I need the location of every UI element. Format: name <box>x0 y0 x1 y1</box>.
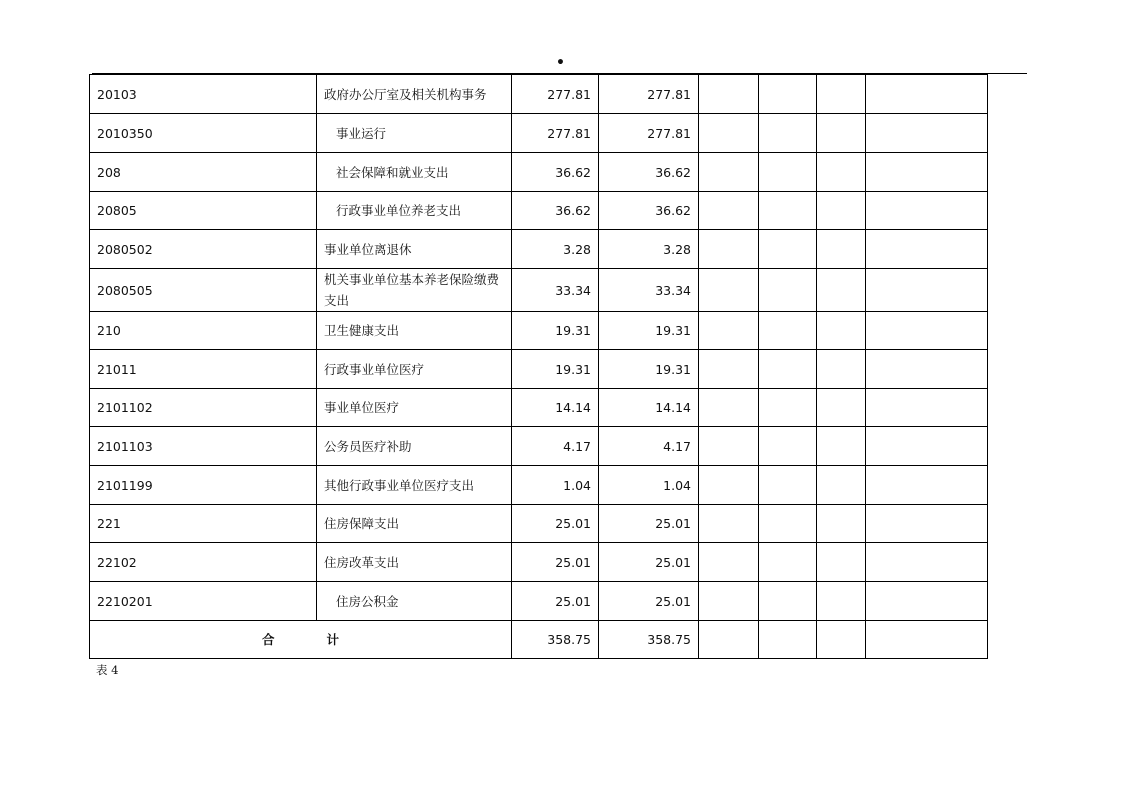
empty-cell <box>759 230 817 269</box>
empty-cell <box>699 312 759 350</box>
empty-cell <box>817 621 866 659</box>
empty-cell <box>817 582 866 621</box>
empty-cell <box>699 582 759 621</box>
name-cell: 事业运行 <box>317 114 512 153</box>
empty-cell <box>759 389 817 427</box>
amount-cell: 1.04 <box>512 466 599 505</box>
empty-cell <box>866 543 988 582</box>
empty-cell <box>866 75 988 114</box>
code-cell: 2101102 <box>90 389 317 427</box>
empty-cell <box>699 621 759 659</box>
empty-cell <box>699 114 759 153</box>
empty-cell <box>759 312 817 350</box>
empty-cell <box>866 230 988 269</box>
amount-cell: 25.01 <box>512 543 599 582</box>
name-cell: 事业单位离退休 <box>317 230 512 269</box>
empty-cell <box>817 350 866 389</box>
empty-cell <box>759 350 817 389</box>
code-cell: 2210201 <box>90 582 317 621</box>
name-cell: 卫生健康支出 <box>317 312 512 350</box>
empty-cell <box>699 466 759 505</box>
amount-cell: 19.31 <box>512 312 599 350</box>
name-cell: 机关事业单位基本养老保险缴费支出 <box>317 269 512 312</box>
empty-cell <box>699 505 759 543</box>
code-cell: 2101199 <box>90 466 317 505</box>
empty-cell <box>759 114 817 153</box>
amount-cell: 19.31 <box>599 350 699 389</box>
empty-cell <box>866 312 988 350</box>
amount-cell: 3.28 <box>599 230 699 269</box>
budget-table <box>89 74 988 659</box>
code-cell: 2101103 <box>90 427 317 466</box>
table-row <box>90 466 988 505</box>
empty-cell <box>817 230 866 269</box>
code-cell: 221 <box>90 505 317 543</box>
empty-cell <box>759 505 817 543</box>
table-row <box>90 350 988 389</box>
empty-cell <box>866 582 988 621</box>
total-label-cell <box>90 621 512 659</box>
total-amount-cell: 358.75 <box>599 621 699 659</box>
empty-cell <box>817 153 866 192</box>
amount-cell: 14.14 <box>512 389 599 427</box>
name-cell: 行政事业单位医疗 <box>317 350 512 389</box>
amount-cell: 1.04 <box>599 466 699 505</box>
amount-cell: 25.01 <box>599 543 699 582</box>
code-cell: 208 <box>90 153 317 192</box>
empty-cell <box>699 543 759 582</box>
empty-cell <box>817 269 866 312</box>
table-row <box>90 505 988 543</box>
empty-cell <box>866 505 988 543</box>
empty-cell <box>866 466 988 505</box>
empty-cell <box>699 153 759 192</box>
empty-cell <box>866 427 988 466</box>
table-row <box>90 312 988 350</box>
empty-cell <box>699 269 759 312</box>
table-row <box>90 269 988 312</box>
empty-cell <box>866 114 988 153</box>
amount-cell: 25.01 <box>599 505 699 543</box>
empty-cell <box>759 153 817 192</box>
amount-cell: 4.17 <box>512 427 599 466</box>
total-label-part-a: 合 <box>261 632 275 647</box>
empty-cell <box>759 543 817 582</box>
name-cell: 行政事业单位养老支出 <box>317 192 512 230</box>
empty-cell <box>817 466 866 505</box>
table-body <box>90 75 988 659</box>
empty-cell <box>699 389 759 427</box>
amount-cell: 36.62 <box>512 153 599 192</box>
code-cell: 20805 <box>90 192 317 230</box>
code-cell: 210 <box>90 312 317 350</box>
code-cell: 2010350 <box>90 114 317 153</box>
amount-cell: 19.31 <box>599 312 699 350</box>
name-cell: 其他行政事业单位医疗支出 <box>317 466 512 505</box>
code-cell: 22102 <box>90 543 317 582</box>
empty-cell <box>817 75 866 114</box>
amount-cell: 19.31 <box>512 350 599 389</box>
amount-cell: 4.17 <box>599 427 699 466</box>
empty-cell <box>759 192 817 230</box>
empty-cell <box>759 466 817 505</box>
table-row <box>90 427 988 466</box>
amount-cell: 36.62 <box>512 192 599 230</box>
empty-cell <box>817 543 866 582</box>
code-cell: 20103 <box>90 75 317 114</box>
amount-cell: 25.01 <box>512 505 599 543</box>
empty-cell <box>699 350 759 389</box>
empty-cell <box>699 192 759 230</box>
table-note: 表 4 <box>96 663 119 677</box>
table-row <box>90 192 988 230</box>
amount-cell: 277.81 <box>599 114 699 153</box>
total-row <box>90 621 988 659</box>
empty-cell <box>699 230 759 269</box>
empty-cell <box>817 114 866 153</box>
amount-cell: 25.01 <box>512 582 599 621</box>
empty-cell <box>759 582 817 621</box>
table-row <box>90 389 988 427</box>
empty-cell <box>817 389 866 427</box>
table-row <box>90 230 988 269</box>
table-row <box>90 582 988 621</box>
amount-cell: 33.34 <box>599 269 699 312</box>
empty-cell <box>699 75 759 114</box>
name-cell: 住房公积金 <box>317 582 512 621</box>
table-row <box>90 543 988 582</box>
amount-cell: 25.01 <box>599 582 699 621</box>
empty-cell <box>759 621 817 659</box>
table-row <box>90 75 988 114</box>
empty-cell <box>866 389 988 427</box>
page-header-mark: • <box>556 55 565 71</box>
name-cell: 住房保障支出 <box>317 505 512 543</box>
code-cell: 21011 <box>90 350 317 389</box>
code-cell: 2080505 <box>90 269 317 312</box>
amount-cell: 277.81 <box>512 75 599 114</box>
total-label-part-b: 计 <box>326 632 340 647</box>
empty-cell <box>817 312 866 350</box>
empty-cell <box>817 192 866 230</box>
name-cell: 住房改革支出 <box>317 543 512 582</box>
empty-cell <box>866 350 988 389</box>
budget-table-container <box>89 74 988 659</box>
empty-cell <box>866 153 988 192</box>
amount-cell: 36.62 <box>599 153 699 192</box>
amount-cell: 33.34 <box>512 269 599 312</box>
name-cell: 社会保障和就业支出 <box>317 153 512 192</box>
empty-cell <box>699 427 759 466</box>
empty-cell <box>866 621 988 659</box>
total-amount-cell: 358.75 <box>512 621 599 659</box>
name-cell: 政府办公厅室及相关机构事务 <box>317 75 512 114</box>
amount-cell: 36.62 <box>599 192 699 230</box>
table-row <box>90 153 988 192</box>
empty-cell <box>866 269 988 312</box>
empty-cell <box>759 269 817 312</box>
empty-cell <box>817 505 866 543</box>
empty-cell <box>866 192 988 230</box>
empty-cell <box>759 427 817 466</box>
amount-cell: 277.81 <box>512 114 599 153</box>
name-cell: 事业单位医疗 <box>317 389 512 427</box>
table-row <box>90 114 988 153</box>
code-cell: 2080502 <box>90 230 317 269</box>
empty-cell <box>759 75 817 114</box>
amount-cell: 3.28 <box>512 230 599 269</box>
amount-cell: 14.14 <box>599 389 699 427</box>
name-cell: 公务员医疗补助 <box>317 427 512 466</box>
empty-cell <box>817 427 866 466</box>
amount-cell: 277.81 <box>599 75 699 114</box>
